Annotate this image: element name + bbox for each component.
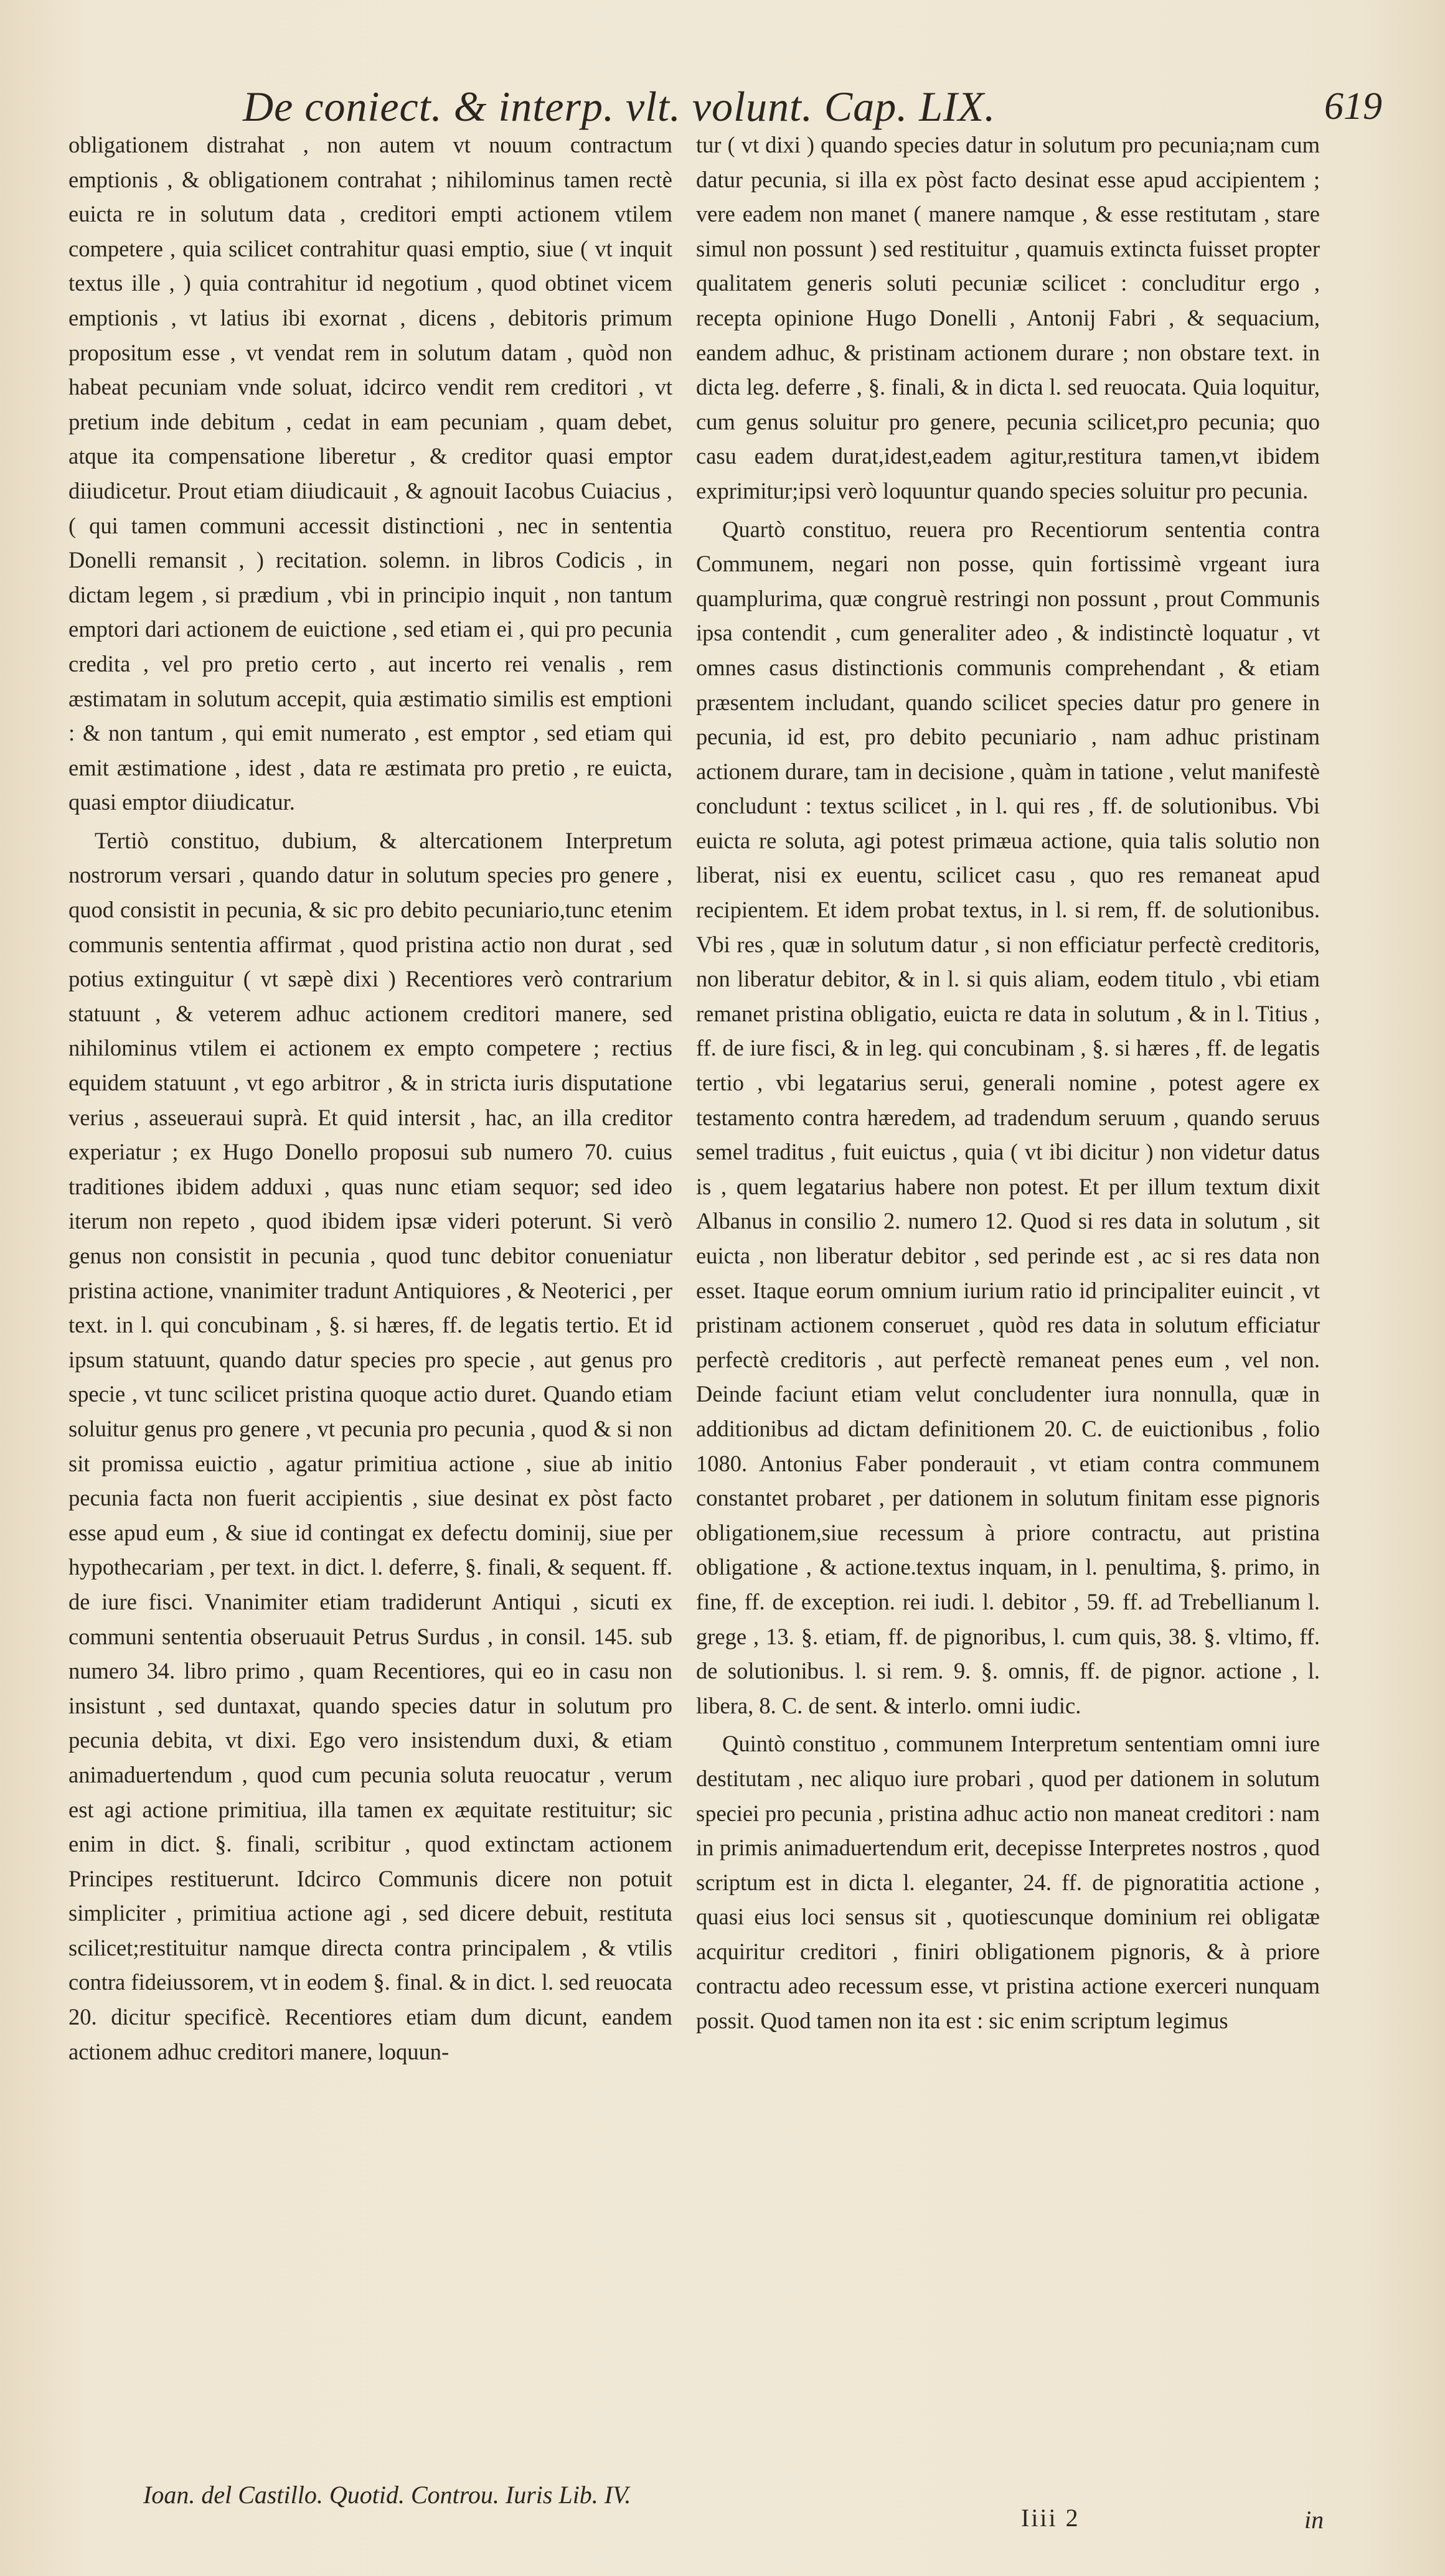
running-title: De coniect. & interp. vlt. volunt. Cap. LIX. <box>243 83 996 130</box>
left-column <box>68 128 672 2069</box>
text-columns <box>68 128 1382 2505</box>
paragraph: Quintò constituo , communem Interpretum sententiam omni iure destitutam , nec aliquo iure probari , quod per dationem in solutum speciei pro pecunia , pristina adhuc actio non maneat creditori : nam in primis animaduertendum erit, decepisse Interpretes nostros , quod scriptum est in dicta l. eleganter, 24. ff. de pignoratitia actione , quasi eius loci sensus sit , quotiescunque dominium rei obligatæ acquiritur creditori , finiri obligationem pignoris, & à priore contractu adeo recessum esse, vt pristina actione exerceri nunquam possit. Quod tamen non ita est : sic enim scriptum legimus <box>696 1731 1320 2034</box>
paragraph: Tertiò constituo, dubium, & altercationem Interpretum nostrorum versari , quando datur in solutum species pro genere , quod consistit in pecunia, & sic pro debito pecuniario,tunc etenim communis sententia affirmat , quod pristina actio non durat , sed potius extinguitur ( vt sæpè dixi ) Recentiores verò contrarium statuunt , & veterem adhuc actionem creditori manere, sed nihilominus vtilem ei actionem ex empto competere ; rectius equidem statuunt , vt ego arbitror , & in stricta iuris disputatione verius , asseueraui suprà. Et quid intersit , hac, an illa creditor experiatur ; ex Hugo Donello proposui sub numero 70. cuius traditiones ibidem adduxi , quas nunc etiam sequor; sed ideo iterum non repeto , quod ibidem ipsæ videri poterunt. Si verò genus non consistit in pecunia , quod tunc debitor conueniatur pristina actione, vnanimiter tradunt Antiquiores , & Neoterici , per text. in l. qui concubinam , §. si hæres, ff. de legatis tertio. Et id ipsum statuunt, quando datur species pro specie , aut genus pro specie , vt tunc scilicet pristina quoque actio duret. Quando etiam soluitur genus pro genere , vt pecunia pro pecunia , quod & si non sit promissa euictio , agatur primitiua actione , siue ab initio pecunia facta non fuerit accipientis , siue desinat ex pòst facto esse apud eum , & siue id contingat ex defectu dominij, siue per hypothecariam , per text. in dict. l. deferre, §. finali, & sequent. ff. de iure fisci. Vnanimiter etiam tradiderunt Antiqui , sicuti ex communi sententia obseruauit Petrus Surdus , in consil. 145. sub numero 34. libro primo , quam Recentiores, qui eo in casu non insistunt , sed duntaxat, quando species datur in solutum pro pecunia debita, vt dixi. Ego vero insistendum duxi, & etiam animaduertendum , quod cum pecunia soluta reuocatur , verum est agi actione primitiua, illa tamen ex æquitate restituitur; sic enim in dict. §. finali, scribitur , quod extinctam actionem Principes restituerunt. Idcirco Communis dicere non potuit simpliciter , primitiua actione agi , sed dicere debuit, restituta scilicet;restituitur namque directa contra principalem , & vtilis contra fideiussorem, vt in eodem §. final. & in dict. l. sed reuocata 20. dicitur specificè. Recentiores etiam dum dicunt, eandem actionem adhuc creditori manere, loquun- <box>68 827 672 2064</box>
signature-mark: Iiii 2 <box>1021 2504 1080 2532</box>
paragraph: Quartò constituo, reuera pro Recentiorum sententia contra Communem, negari non posse, quin fortissimè vrgeant iura quamplurima, quæ congruè restringi non possunt , prout Communis ipsa contendit , cum generaliter adeo , & indistinctè loquatur , vt omnes casus distinctionis communis comprehendant , & etiam præsentem includant, quando scilicet species datur pro genere in pecunia, id est, pro debito pecuniario , nam adhuc pristinam actionem durare, tam in decisione , quàm in tatione , velut manifestè concludunt : textus scilicet , in l. qui res , ff. de solutionibus. Vbi euicta re soluta, agi potest primæua actione, quia talis solutio non liberat, nisi ex euentu, scilicet casu , quo res remaneat apud recipientem. Et idem probat textus, in l. si rem, ff. de solutionibus. Vbi res , quæ in solutum datur , si non efficiatur perfectè creditoris, non liberatur debitor, & in l. si quis aliam, eodem titulo , vbi etiam remanet pristina obligatio, euicta re data in solutum , & in l. Titius , ff. de iure fisci, & in leg. qui concubinam , §. si hæres , ff. de legatis tertio , vbi legatarius serui, generali nomine , potest agere ex testamento contra hæredem, ad tradendum seruum , quando seruus semel traditus , fuit euictus , quia ( vt ibi dicitur ) non videtur datus is , quem legatarius habere non potest. Et per illum textum dixit Albanus in consilio 2. numero 12. Quod si res data in solutum , sit euicta , non liberatur debitor , sed perinde est , ac si res data non esset. Itaque eorum omnium iurium ratio id principaliter euincit , vt pristinam actionem conseruet , quòd res data in solutum efficiatur perfectè creditoris , aut perfectè remaneat penes eum , vel non. Deinde faciunt etiam velut concludenter iura nonnulla, quæ in additionibus ad dictam definitionem 20. C. de euictionibus , folio 1080. Antonius Faber ponderauit , vt etiam contra communem constantet probaret , per dationem in solutum finitam esse pignoris obligationem,siue recessum à priore contractu, aut pristina obligatione , & actione.textus inquam, in l. penultima, §. primo, in fine, ff. de exception. rei iudi. l. debitor , 59. ff. ad Trebellianum l. grege , 13. §. etiam, ff. de pignoribus, l. cum quis, 38. §. vltimo, ff. de solutionibus. l. si rem. 9. §. omnis, ff. de pignor. actione , l. libera, 8. C. de sent. & interlo. omni iudic. <box>696 516 1320 1718</box>
author-running-foot: Ioan. del Castillo. Quotid. Controu. Iuris Lib. IV. <box>143 2481 631 2509</box>
right-column <box>696 128 1320 2038</box>
paragraph: tur ( vt dixi ) quando species datur in solutum pro pecunia;nam cum datur pecunia, si illa ex pòst facto desinat esse apud accipientem ; vere eadem non manet ( manere namque , & esse restitutam , stare simul non possunt ) sed restituitur , quamuis extincta fuisset propter qualitatem generis soluti pecuniæ scilicet : concluditur ergo , recepta opinione Hugo Donelli , Antonij Fabri , & sequacium, eandem adhuc, & pristinam actionem durare ; non obstare text. in dicta leg. deferre , §. finali, & in dicta l. sed reuocata. Quia loquitur, cum genus soluitur pro genere, pecunia scilicet,pro pecunia; quo casu eadem durat,idest,eadem agitur,restitura tamen,vt ibidem exprimitur;ipsi verò loquuntur quando species soluitur pro pecunia. <box>696 132 1320 503</box>
paragraph: obligationem distrahat , non autem vt nouum contractum emptionis , & obligationem contrahat ; nihilominus tamen rectè euicta re in solutum data , creditori empti actionem vtilem competere , quia scilicet contrahitur quasi emptio, siue ( vt inquit textus ille , ) quia contrahitur id negotium , quod obtinet vicem emptionis , vt latius ibi exornat , dicens , debitoris primum propositum esse , vt vendat rem in solutum datam , quòd non habeat pecuniam vnde soluat, idcirco vendit rem creditori , vt pretium inde debitum , cedat in eam pecuniam , quam debet, atque ita compensatione liberetur , & creditor quasi emptor diiudicetur. Prout etiam diiudicauit , & agnouit Iacobus Cuiacius , ( qui tamen communi accessit distinctioni , nec in sententia Donelli remansit , ) recitation. solemn. in libros Codicis , in dictam legem , si prædium , vbi in principio inquit , non tantum emptori dari actionem de euictione , sed etiam ei , qui pro pecunia credita , vel pro pretio certo , aut incerto rei venalis , rem æstimatam in solutum accepit, quia æstimatio similis est emptioni : & non tantum , qui emit numerato , est emptor , sed etiam qui emit æstimatione , idest , data re æstimata pro pretio , re euicta, quasi emptor diiudicatur. <box>68 132 672 815</box>
catchword: in <box>1304 2506 1324 2534</box>
page-number: 619 <box>1324 85 1382 128</box>
